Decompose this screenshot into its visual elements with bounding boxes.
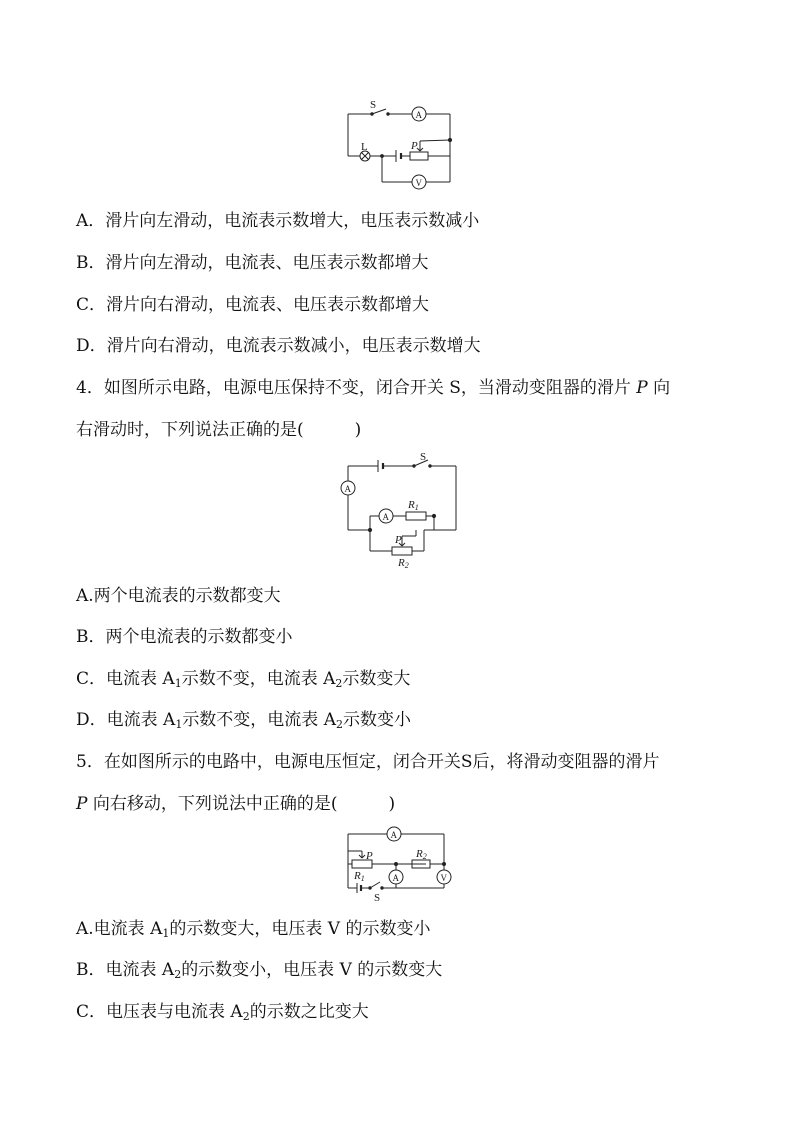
subscript-2: 2	[174, 968, 182, 981]
q3-option-b: B．滑片向左滑动，电流表、电压表示数都增大	[76, 253, 429, 273]
circuit-diagram-q4	[334, 448, 464, 576]
q5-option-a	[76, 918, 430, 945]
q4-option-b: B．两个电流表的示数都变小	[76, 627, 293, 647]
subscript-1: 1	[175, 718, 183, 731]
ammeter-bottom-label: A	[392, 873, 399, 883]
switch-label: S	[370, 99, 377, 111]
resistor-r1-letter: R	[408, 499, 415, 511]
resistor-r1-label	[407, 499, 419, 512]
q4-option-d-part-1: D．电流表 A	[76, 710, 176, 730]
resistor-r1-label	[353, 870, 365, 883]
q5-stem-p: P	[76, 794, 88, 814]
ammeter-top-label: A	[390, 830, 397, 840]
q5-option-a-part-2: 的示数变大，电压表 V 的示数变小	[169, 919, 431, 939]
resistor-r2-label	[415, 848, 427, 861]
q4-stem-line-1	[76, 377, 670, 399]
resistor-r1-subscript: 1	[360, 874, 365, 883]
q4-option-c-part-2: 示数不变，电流表 A	[181, 669, 336, 689]
q4-option-a: A.两个电流表的示数都变大	[76, 586, 281, 606]
q5-option-b-part-1: B．电流表 A	[76, 960, 175, 980]
ammeter-label: A	[415, 110, 422, 120]
ammeter-a1-label: A	[344, 484, 351, 494]
q3-option-d: D．滑片向右滑动，电流表示数减小，电压表示数增大	[76, 336, 481, 356]
q4-stem-text-b: 向	[647, 378, 671, 398]
ammeter-a2-label: A	[382, 512, 389, 522]
subscript-2: 2	[242, 1010, 250, 1023]
q4-option-c	[76, 668, 410, 695]
slider-label: P	[411, 140, 418, 152]
q3-option-a: A．滑片向左滑动，电流表示数增大，电压表示数减小	[76, 211, 480, 231]
switch-label: S	[420, 451, 427, 463]
q4-stem-line-2: 右滑动时，下列说法正确的是( )	[76, 420, 362, 440]
q5-stem-line-1: 5．在如图所示的电路中，电源电压恒定，闭合开关S后，将滑动变阻器的滑片	[76, 752, 660, 772]
q5-option-c	[76, 1001, 369, 1028]
q4-option-c-part-1: C．电流表 A	[76, 669, 175, 689]
lamp-label: L	[361, 141, 368, 153]
q5-option-c-part-2: 的示数之比变大	[249, 1002, 369, 1022]
circuit-diagram-q5	[340, 824, 460, 910]
q5-stem-line-2	[76, 793, 395, 815]
q4-stem-text-a: 4．如图所示电路，电源电压保持不变，闭合开关 S，当滑动变阻器的滑片	[76, 378, 637, 398]
resistor-r2-letter: R	[398, 557, 405, 569]
subscript-2: 2	[335, 677, 343, 690]
q4-option-d-part-3: 示数变小	[343, 710, 411, 730]
q5-option-a-part-1: A.电流表 A	[76, 919, 163, 939]
slider-label: P	[395, 534, 402, 546]
q5-stem-text: 向右移动，下列说法中正确的是( )	[87, 794, 396, 814]
subscript-1: 1	[162, 927, 170, 940]
switch-label: S	[374, 892, 381, 904]
q4-stem-p: P	[636, 378, 648, 398]
voltmeter-label: V	[415, 178, 422, 188]
circuit-diagram-q3	[330, 92, 470, 194]
q3-option-c: C．滑片向右滑动，电流表、电压表示数都增大	[76, 295, 430, 315]
resistor-r2-subscript: 2	[422, 852, 427, 861]
subscript-2: 2	[336, 718, 343, 731]
q4-option-c-part-3: 示数变大	[342, 669, 411, 689]
q4-option-d-part-2: 示数不变，电流表 A	[182, 710, 336, 730]
resistor-r2-letter: R	[416, 848, 423, 860]
slider-label: P	[366, 850, 373, 862]
q4-option-d	[76, 709, 411, 736]
resistor-r2-subscript: 2	[404, 561, 409, 570]
resistor-r1-subscript: 1	[414, 503, 419, 512]
resistor-r2-label	[397, 557, 409, 570]
q5-option-c-part-1: C．电压表与电流表 A	[76, 1002, 243, 1022]
q5-option-b-part-2: 的示数变小，电压表 V 的示数变大	[181, 960, 443, 980]
resistor-r1-letter: R	[354, 870, 361, 882]
subscript-1: 1	[174, 677, 182, 690]
voltmeter-label: V	[440, 873, 447, 883]
q5-option-b	[76, 959, 442, 986]
